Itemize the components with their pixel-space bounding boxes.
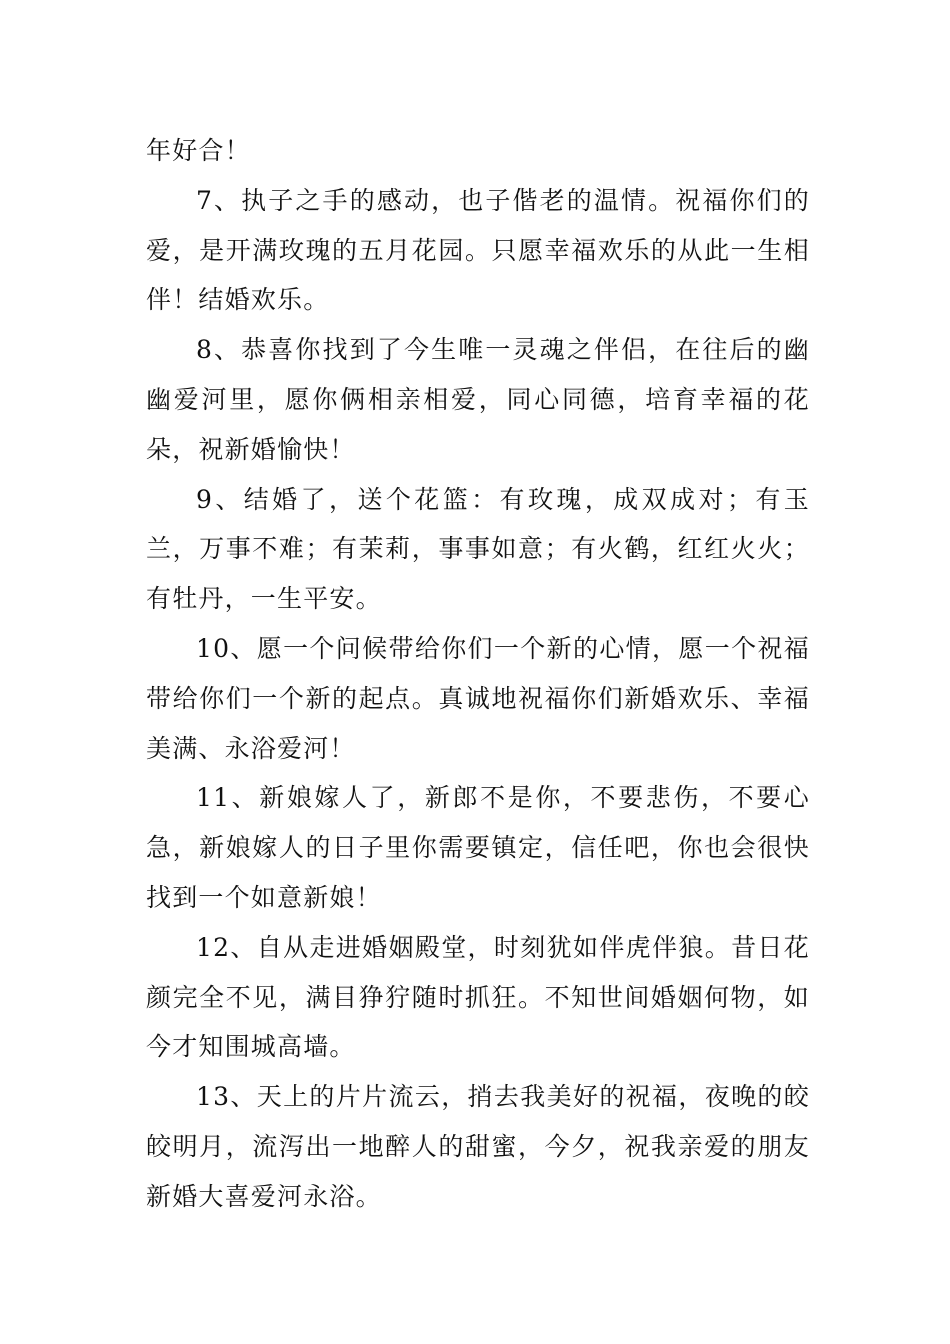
paragraph-11: 11、新娘嫁人了，新郎不是你，不要悲伤，不要心急，新娘嫁人的日子里你需要镇定，信任吧，你也会很快找到一个如意新娘！ (146, 783, 810, 912)
paragraph-13: 13、天上的片片流云，捎去我美好的祝福，夜晚的皎皎明月，流泻出一地醉人的甜蜜，今夕，祝我亲爱的朋友新婚大喜爱河永浴。 (146, 1082, 810, 1211)
paragraph-10: 10、愿一个问候带给你们一个新的心情，愿一个祝福带给你们一个新的起点。真诚地祝福你们新婚欢乐、幸福美满、永浴爱河！ (146, 633, 810, 763)
paragraph-8: 8、恭喜你找到了今生唯一灵魂之伴侣，在往后的幽幽爱河里，愿你俩相亲相爱，同心同德，培育幸福的花朵，祝新婚愉快！ (146, 335, 810, 464)
paragraph-7: 7、执子之手的感动，也子偕老的温情。祝福你们的爱，是开满玫瑰的五月花园。只愿幸福欢乐的从此一生相伴！结婚欢乐。 (146, 185, 810, 315)
paragraph-continuation: 年好合！ (146, 136, 251, 165)
paragraph-12: 12、自从走进婚姻殿堂，时刻犹如伴虎伴狼。昔日花颜完全不见，满目狰狞随时抓狂。不知世间婚姻何物，如今才知围城高墙。 (146, 932, 810, 1062)
paragraph-9: 9、结婚了，送个花篮：有玫瑰，成双成对；有玉兰，万事不难；有茉莉，事事如意；有火鹤，红红火火；有牡丹，一生平安。 (146, 484, 810, 614)
document-body (146, 126, 810, 1222)
